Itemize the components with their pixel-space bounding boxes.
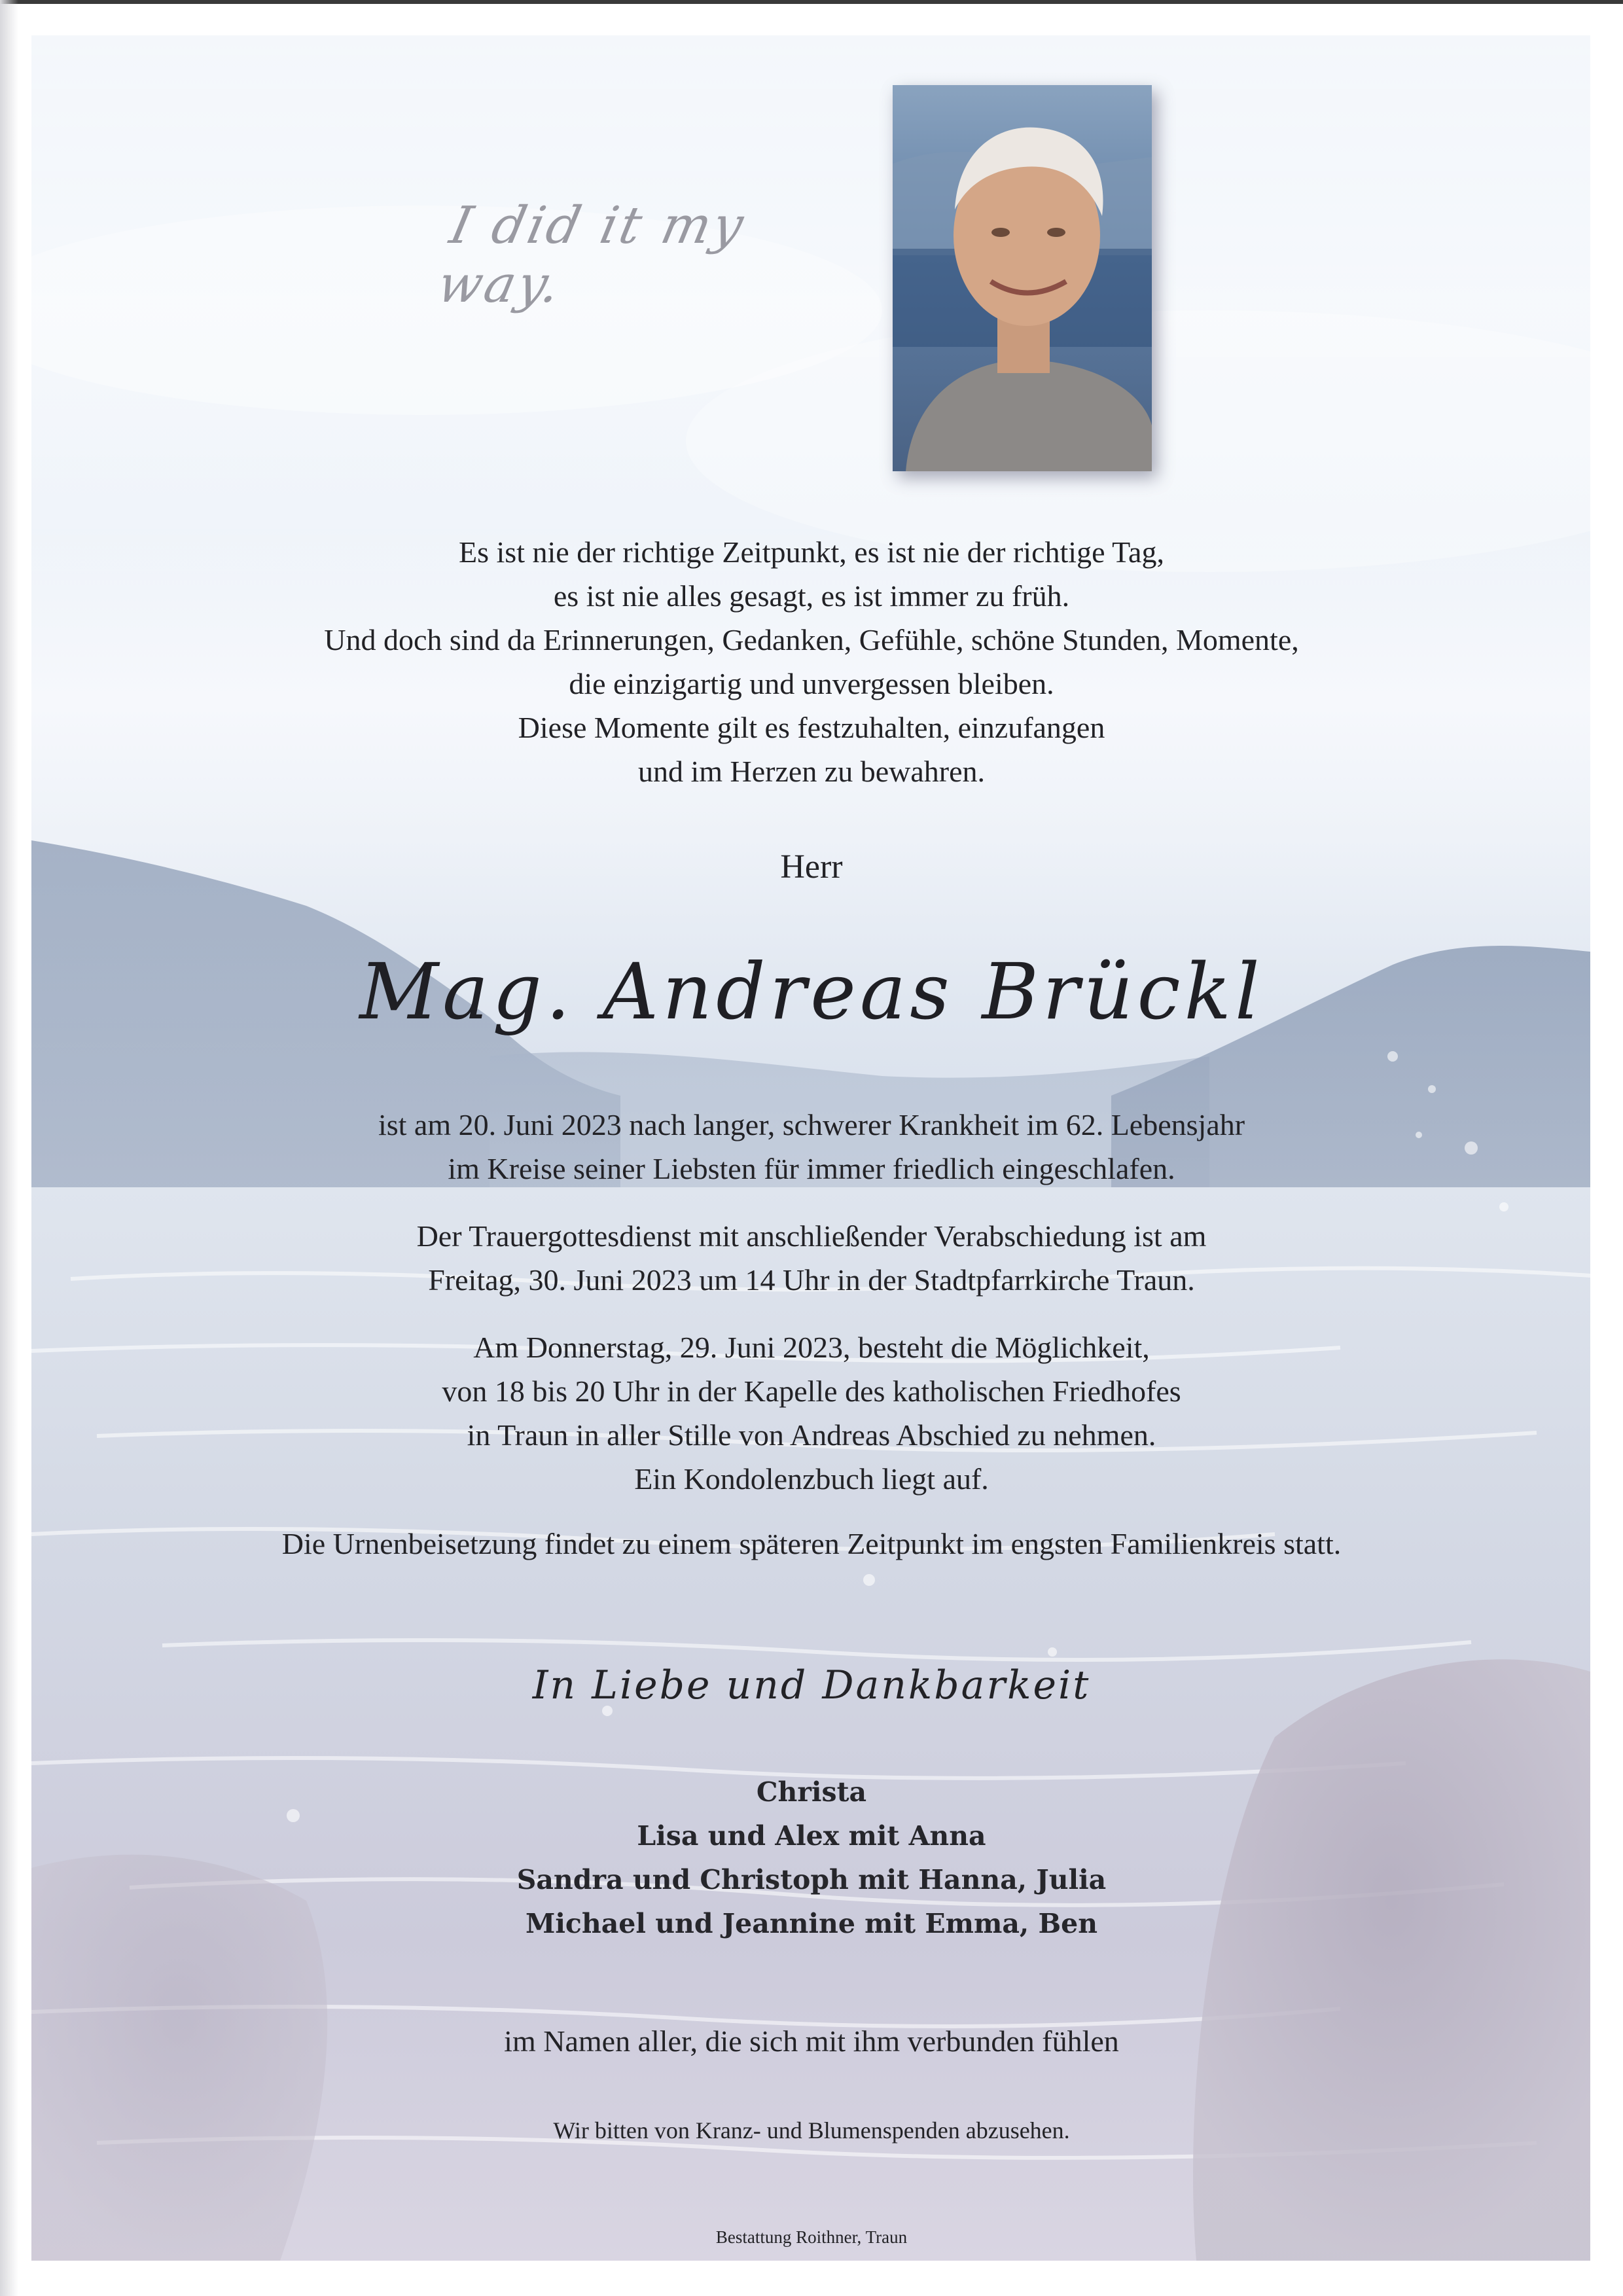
notice-line: Die Urnenbeisetzung findet zu einem späteren Zeitpunkt im engsten Familienkreis statt. [281, 1527, 1342, 1560]
motto-script: I did it my way. [432, 196, 751, 314]
scan-top-edge [0, 0, 1623, 4]
notice-line: Freitag, 30. Juni 2023 um 14 Uhr in der Stadtpfarrkirche Traun. [428, 1263, 1195, 1297]
poem-line: es ist nie alles gesagt, es ist immer zu früh. [553, 579, 1070, 613]
undertaker-credit: Bestattung Roithner, Traun [715, 2227, 908, 2247]
poem-line: Und doch sind da Erinnerungen, Gedanken, Gefühle, schöne Stunden, Momente, [324, 623, 1299, 656]
scan-left-edge [0, 0, 18, 2296]
burial-paragraph [157, 1522, 1466, 1566]
portrait-photo [893, 85, 1152, 471]
poem-line: die einzigartig und unvergessen bleiben. [569, 667, 1054, 700]
mourner-entry: Michael und Jeannine mit Emma, Ben [525, 1908, 1098, 1939]
poem-line: und im Herzen zu bewahren. [637, 755, 986, 788]
poem-line: Es ist nie der richtige Zeitpunkt, es ist nie der richtige Tag, [459, 535, 1164, 569]
honorific: Herr [780, 848, 843, 886]
notice-line: Ein Kondolenzbuch liegt auf. [634, 1462, 989, 1496]
notice-line: in Traun in aller Stille von Andreas Abschied zu nehmen. [467, 1418, 1156, 1452]
notice-line: ist am 20. Juni 2023 nach langer, schwerer Krankheit im 62. Lebensjahr [378, 1108, 1245, 1141]
notice-line: im Kreise seiner Liebsten für immer friedlich eingeschlafen. [448, 1152, 1175, 1185]
mourner-entry: Sandra und Christoph mit Hanna, Julia [516, 1864, 1107, 1895]
mourner-entry: Christa [756, 1776, 867, 1808]
deceased-name: Mag. Andreas Brückl [359, 946, 1264, 1037]
notice-line: von 18 bis 20 Uhr in der Kapelle des katholischen Friedhofes [442, 1374, 1181, 1408]
gratitude-heading: In Liebe und Dankbarkeit [532, 1662, 1091, 1708]
mourners-list [157, 1770, 1466, 1946]
poem-line: Diese Momente gilt es festzuhalten, einzufangen [518, 711, 1105, 744]
farewell-paragraph [157, 1325, 1466, 1501]
poem [157, 530, 1466, 793]
mourner-entry: Lisa und Alex mit Anna [637, 1820, 986, 1852]
notice-line: Der Trauergottesdienst mit anschließender Verabschiedung ist am [416, 1219, 1207, 1253]
portrait-illustration [893, 85, 1152, 471]
flower-request-note: Wir bitten von Kranz- und Blumenspenden abzusehen. [553, 2117, 1070, 2144]
notice-line: Am Donnerstag, 29. Juni 2023, besteht die Möglichkeit, [473, 1331, 1150, 1364]
service-paragraph [157, 1214, 1466, 1302]
death-notice-paragraph [157, 1103, 1466, 1191]
closing-line: im Namen aller, die sich mit ihm verbunden fühlen [504, 2024, 1119, 2058]
